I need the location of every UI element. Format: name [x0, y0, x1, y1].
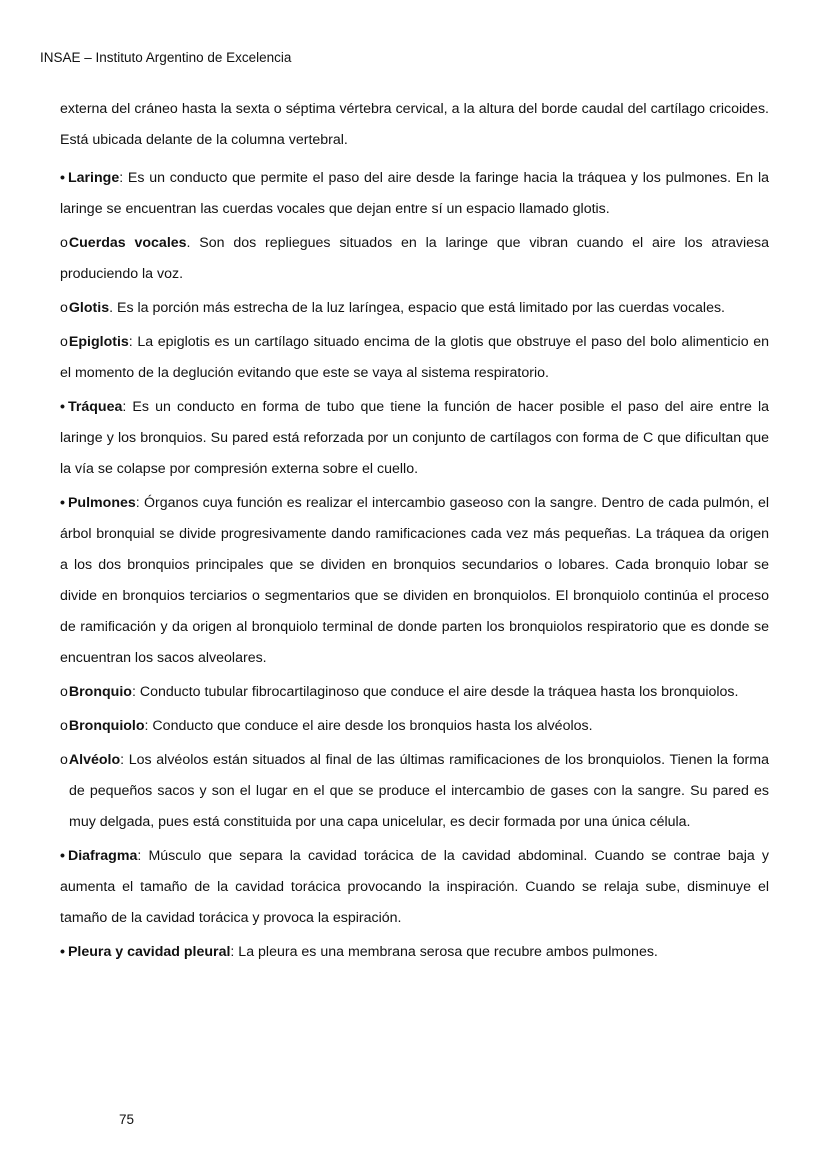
- bullet-marker: •: [60, 944, 65, 960]
- circle-marker: o: [60, 684, 68, 700]
- definition-text: . Son dos repliegues situados en la laringe que vibran cuando el aire los atraviesa produciendo la voz.: [60, 235, 769, 282]
- term-label: Pleura y cavidad pleural: [67, 944, 231, 960]
- term-label: Tráquea: [67, 399, 123, 415]
- bullet-item-pulmones: [60, 488, 769, 674]
- definition-text: . Es la porción más estrecha de la luz laríngea, espacio que está limitado por las cuerdas vocales.: [109, 300, 726, 316]
- term-label: Epiglotis: [68, 334, 129, 350]
- bullet-marker: •: [60, 848, 65, 864]
- sub-item-cuerdas-vocales: [60, 228, 769, 290]
- definition-text: : La pleura es una membrana serosa que recubre ambos pulmones.: [230, 944, 658, 960]
- definition-text: : Es un conducto en forma de tubo que tiene la función de hacer posible el paso del aire entre la laringe y los bronquios. Su pared está reforzada por un conjunto de cartílagos con forma de C que dificultan que la vía se colapse por compresión externa sobre el cuello.: [60, 399, 769, 477]
- term-label: Bronquio: [68, 684, 132, 700]
- circle-marker: o: [60, 752, 68, 768]
- circle-marker: o: [60, 235, 68, 251]
- circle-marker: o: [60, 334, 68, 350]
- term-label: Alvéolo: [68, 752, 121, 768]
- circle-marker: o: [60, 300, 68, 316]
- sub-item-glotis: [60, 293, 769, 324]
- bullet-marker: •: [60, 495, 65, 511]
- bullet-item-diafragma: [60, 841, 769, 934]
- definition-text: : Músculo que separa la cavidad torácica de la cavidad abdominal. Cuando se contrae baja y aumenta el tamaño de la cavidad torácica provocando la inspiración. Cuando se relaja sube, disminuye el tamaño de la cavidad torácica y provoca la espiración.: [60, 848, 769, 926]
- definition-text: : Órganos cuya función es realizar el intercambio gaseoso con la sangre. Dentro de cada pulmón, el árbol bronquial se divide progresivamente dando ramificaciones cada vez más pequeñas. La tráquea da origen a los dos bronquios principales que se dividen en bronquios secundarios o lobares. Cada bronquio lobar se divide en bronquios terciarios o segmentarios que se dividen en bronquiolos. El bronquiolo continúa el proceso de ramificación y da origen al bronquiolo terminal de donde parten los bronquiolos respiratorio que es donde se encuentran los sacos alveolares.: [60, 495, 769, 666]
- document-body: [60, 94, 769, 971]
- term-label: Cuerdas vocales: [68, 235, 187, 251]
- definition-text: : Conducto tubular fibrocartilaginoso que conduce el aire desde la tráquea hasta los bronquiolos.: [131, 684, 739, 700]
- definition-text: : Es un conducto que permite el paso del aire desde la faringe hacia la tráquea y los pulmones. En la laringe se encuentran las cuerdas vocales que dejan entre sí un espacio llamado glotis.: [60, 170, 769, 217]
- bullet-item-traquea: [60, 392, 769, 485]
- page-number: 75: [119, 1112, 135, 1127]
- term-label: Laringe: [67, 170, 120, 186]
- definition-text: : La epiglotis es un cartílago situado encima de la glotis que obstruye el paso del bolo alimenticio en el momento de la deglución evitando que este se vaya al sistema respiratorio.: [60, 334, 769, 381]
- definition-text: : Los alvéolos están situados al final de las últimas ramificaciones de los bronquiolos. Tienen la forma de pequeños sacos y son el lugar en el que se produce el intercambio de gases con la sangre. Su pared es muy delgada, pues está constituida por una capa unicelular, es decir formada por una única célula.: [69, 752, 769, 830]
- sub-item-bronquiolo: [60, 711, 769, 742]
- bullet-marker: •: [60, 170, 65, 186]
- sub-item-alveolo: [60, 745, 769, 838]
- paragraph-text: externa del cráneo hasta la sexta o séptima vértebra cervical, a la altura del borde caudal del cartílago cricoides. Está ubicada delante de la columna vertebral.: [60, 101, 769, 148]
- circle-marker: o: [60, 718, 68, 734]
- term-label: Diafragma: [67, 848, 138, 864]
- term-label: Bronquiolo: [68, 718, 145, 734]
- bullet-item-laringe: [60, 163, 769, 225]
- bullet-marker: •: [60, 399, 65, 415]
- term-label: Pulmones: [67, 495, 136, 511]
- page-header: INSAE – Instituto Argentino de Excelencia: [40, 50, 292, 65]
- sub-item-epiglotis: [60, 327, 769, 389]
- definition-text: : Conducto que conduce el aire desde los bronquios hasta los alvéolos.: [144, 718, 593, 734]
- sub-item-bronquio: [60, 677, 769, 708]
- bullet-item-pleura: [60, 937, 769, 968]
- paragraph: [60, 94, 769, 156]
- term-label: Glotis: [68, 300, 110, 316]
